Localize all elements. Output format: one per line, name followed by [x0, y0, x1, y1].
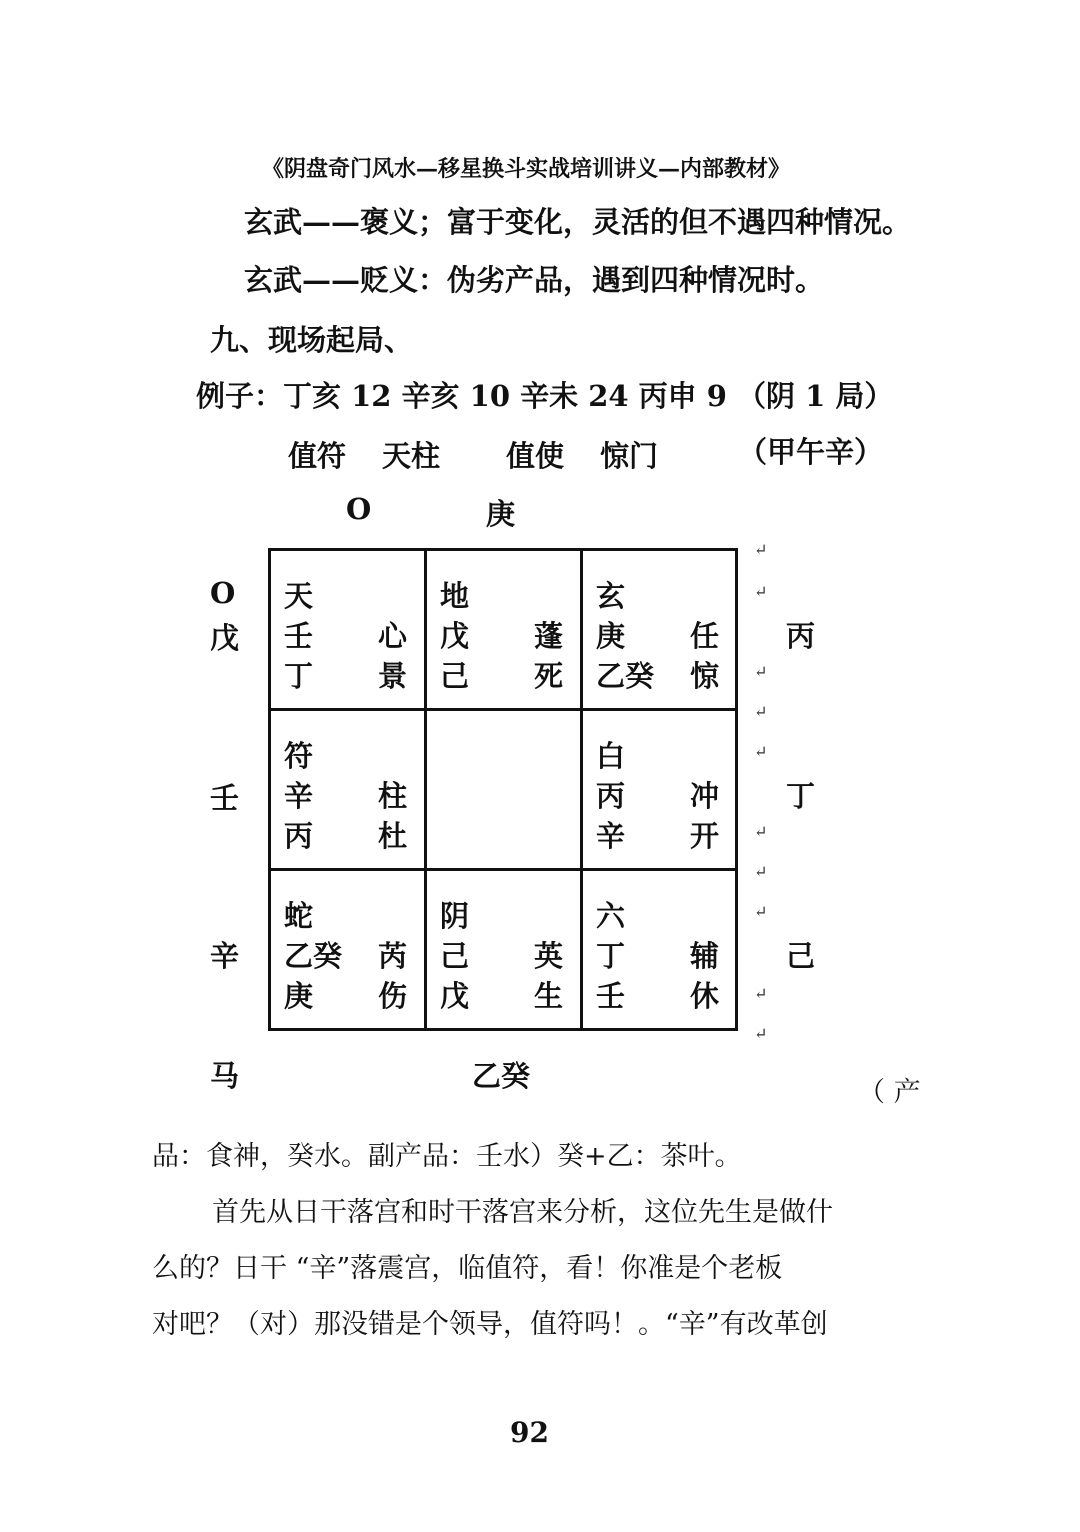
- grid-line: [268, 708, 738, 711]
- paragraph-line-1: 品：食神，癸水。副产品：壬水）癸+乙：茶叶。: [152, 1141, 742, 1172]
- paren-product-start: （ 产: [858, 1077, 921, 1108]
- text-line-1: 玄武——褒义；富于变化，灵活的但不遇四种情况。: [244, 205, 912, 239]
- grid-line: [580, 548, 583, 1030]
- grid-line: [268, 548, 738, 551]
- cell-star: 蓬: [534, 619, 564, 653]
- cell-stem: 丙: [596, 779, 626, 813]
- zhishi-value: 惊门: [600, 439, 659, 473]
- cell-gate: 休: [690, 979, 720, 1013]
- cell-star: 辅: [690, 939, 720, 973]
- top-left-marker: O: [346, 492, 372, 526]
- grid-line: [424, 548, 427, 1030]
- left-stem-wu: 戊: [210, 621, 240, 655]
- return-mark: ↵: [754, 742, 768, 761]
- cell-deity: 符: [284, 739, 314, 773]
- xun-label: （甲午辛）: [738, 435, 884, 469]
- zhifu-value: 天柱: [382, 439, 441, 473]
- cell-deity: 地: [440, 579, 470, 613]
- cell-stem: 庚: [596, 619, 626, 653]
- cell-gate: 开: [690, 819, 720, 853]
- return-mark: ↵: [754, 662, 768, 681]
- return-mark: ↵: [754, 902, 768, 921]
- cell-deity: 白: [596, 739, 626, 773]
- cell-gate: 杜: [378, 819, 408, 853]
- right-stem-ding: 丁: [786, 779, 816, 813]
- grid-line: [268, 1028, 738, 1031]
- cell-star: 英: [534, 939, 564, 973]
- text-line-2: 玄武——贬义：伪劣产品，遇到四种情况时。: [244, 263, 825, 297]
- top-right-stem: 庚: [486, 497, 516, 531]
- return-mark: ↵: [754, 540, 768, 559]
- return-mark: ↵: [754, 702, 768, 721]
- cell-gate: 景: [378, 659, 408, 693]
- left-marker-o: O: [210, 576, 236, 610]
- grid-line: [735, 548, 738, 1030]
- cell-stem: 壬: [284, 619, 314, 653]
- left-horse: 马: [210, 1059, 240, 1093]
- cell-stem: 乙癸: [596, 659, 655, 693]
- cell-stem: 壬: [596, 979, 626, 1013]
- page-number: 92: [510, 1416, 549, 1449]
- cell-stem: 辛: [596, 819, 626, 853]
- right-stem-ji: 己: [786, 939, 816, 973]
- cell-deity: 蛇: [284, 899, 314, 933]
- paragraph-line-2: 首先从日干落宫和时干落宫来分析，这位先生是做什: [212, 1197, 833, 1228]
- cell-stem: 乙癸: [284, 939, 343, 973]
- cell-gate: 惊: [690, 659, 720, 693]
- left-stem-ren: 壬: [210, 781, 240, 815]
- return-mark: ↵: [754, 862, 768, 881]
- running-header: 《阴盘奇门风水—移星换斗实战培训讲义—内部教材》: [262, 156, 791, 182]
- cell-stem: 庚: [284, 979, 314, 1013]
- zhishi-label: 值使: [506, 439, 565, 473]
- cell-star: 任: [690, 619, 720, 653]
- cell-deity: 玄: [596, 579, 626, 613]
- return-mark: ↵: [754, 582, 768, 601]
- cell-stem: 己: [440, 659, 470, 693]
- cell-deity: 阴: [440, 899, 470, 933]
- cell-deity: 六: [596, 899, 626, 933]
- bottom-stem: 乙癸: [472, 1059, 531, 1093]
- cell-star: 柱: [378, 779, 408, 813]
- cell-gate: 伤: [378, 979, 408, 1013]
- cell-stem: 戊: [440, 979, 470, 1013]
- paragraph-line-4: 对吧？（对）那没错是个领导，值符吗！。“辛”有改革创: [152, 1309, 828, 1340]
- return-mark: ↵: [754, 1024, 768, 1043]
- cell-stem: 丙: [284, 819, 314, 853]
- return-mark: ↵: [754, 984, 768, 1003]
- cell-deity: 天: [284, 579, 314, 613]
- grid-line: [268, 548, 271, 1030]
- cell-gate: 死: [534, 659, 564, 693]
- cell-star: 冲: [690, 779, 720, 813]
- cell-star: 心: [378, 619, 408, 653]
- section-heading: 九、现场起局、: [210, 323, 414, 357]
- return-mark: ↵: [754, 822, 768, 841]
- left-stem-xin: 辛: [210, 939, 240, 973]
- zhifu-label: 值符: [288, 439, 347, 473]
- cell-stem: 己: [440, 939, 470, 973]
- palace-grid: [268, 548, 738, 1030]
- example-line: 例子：丁亥 12 辛亥 10 辛未 24 丙申 9 （阴 1 局）: [196, 379, 894, 413]
- right-stem-bing: 丙: [786, 619, 816, 653]
- cell-stem: 戊: [440, 619, 470, 653]
- paragraph-line-3: 么的？日干 “辛”落震宫，临值符，看！你准是个老板: [152, 1253, 783, 1284]
- cell-stem: 辛: [284, 779, 314, 813]
- cell-stem: 丁: [596, 939, 626, 973]
- cell-star: 芮: [378, 939, 408, 973]
- cell-gate: 生: [534, 979, 564, 1013]
- cell-stem: 丁: [284, 659, 314, 693]
- grid-line: [268, 868, 738, 871]
